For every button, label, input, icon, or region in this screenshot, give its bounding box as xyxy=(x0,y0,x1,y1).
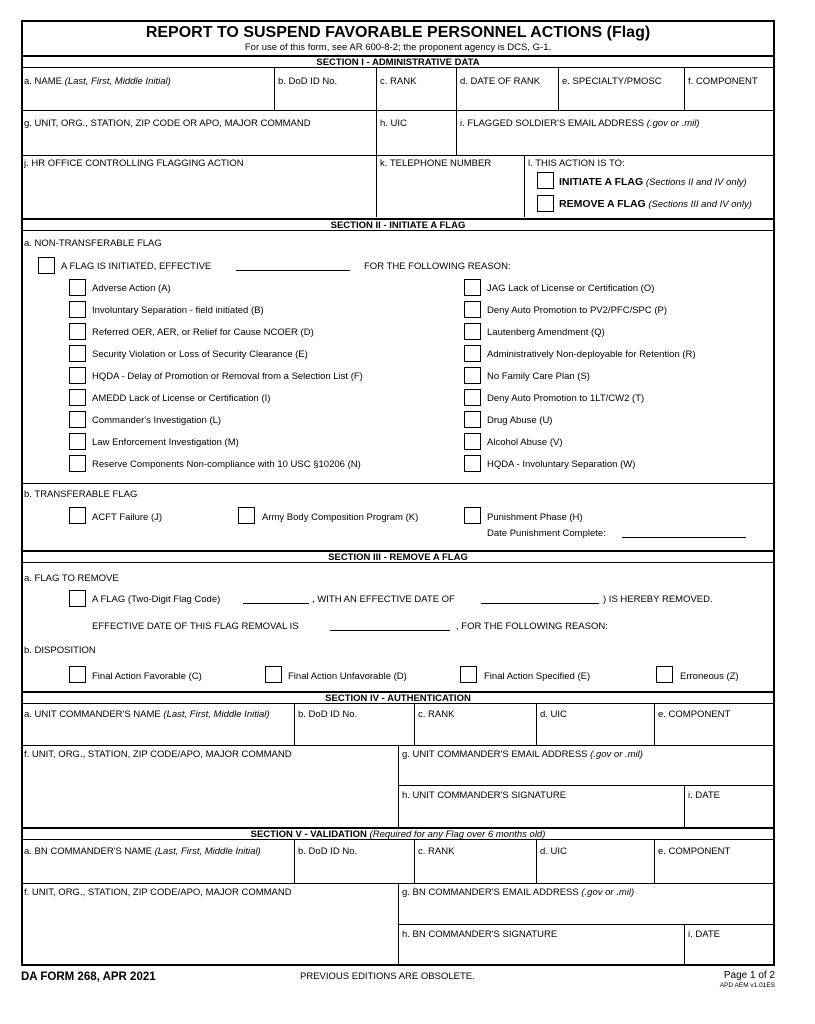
hr-office-label: j. HR OFFICE CONTROLLING FLAGGING ACTION xyxy=(24,158,244,169)
bn-date-field[interactable] xyxy=(685,942,773,964)
cdr-dod-label: b. DoD ID No. xyxy=(298,709,358,720)
reason-left-checkbox[interactable] xyxy=(69,389,86,406)
cdr-component-label: e. COMPONENT xyxy=(658,709,731,720)
flag-initiated-checkbox[interactable] xyxy=(38,257,55,274)
abcp-label: Army Body Composition Program (K) xyxy=(262,512,419,523)
reason-left-label: Involuntary Separation - field initiated (B) xyxy=(92,305,264,316)
reason-left-checkbox[interactable] xyxy=(69,367,86,384)
punishment-date-label: Date Punishment Complete: xyxy=(487,528,606,539)
cdr-date-field[interactable] xyxy=(685,803,773,825)
bn-dod-field[interactable] xyxy=(295,859,413,882)
reason-right-checkbox[interactable] xyxy=(464,411,481,428)
abcp-checkbox[interactable] xyxy=(238,507,255,524)
disposition-label: b. DISPOSITION xyxy=(24,645,96,656)
bn-component-field[interactable] xyxy=(655,859,773,882)
rank-label: c. RANK xyxy=(380,76,417,87)
cdr-uic-label: d. UIC xyxy=(540,709,567,720)
disp-erroneous-checkbox[interactable] xyxy=(656,666,673,683)
reason-left-label: Reserve Components Non-compliance with 10 USC §10206 (N) xyxy=(92,459,361,470)
bn-rank-field[interactable] xyxy=(415,859,535,882)
reason-right-label: HQDA - Involuntary Separation (W) xyxy=(487,459,636,470)
reason-right-label: Deny Auto Promotion to 1LT/CW2 (T) xyxy=(487,393,645,404)
reason-right-checkbox[interactable] xyxy=(464,345,481,362)
cdr-email-label: g. UNIT COMMANDER'S EMAIL ADDRESS (.gov or .mil) xyxy=(402,749,643,760)
reason-left-label: Adverse Action (A) xyxy=(92,283,171,294)
bn-uic-field[interactable] xyxy=(537,859,653,882)
cdr-unit-label: f. UNIT, ORG., STATION, ZIP CODE/APO, MAJOR COMMAND xyxy=(24,749,292,760)
telephone-label: k. TELEPHONE NUMBER xyxy=(380,158,492,169)
non-transferable-label: a. NON-TRANSFERABLE FLAG xyxy=(24,238,162,249)
reason-left-checkbox[interactable] xyxy=(69,301,86,318)
bn-dod-label: b. DoD ID No. xyxy=(298,846,358,857)
reason-right-checkbox[interactable] xyxy=(464,323,481,340)
action-is-to-label: l. THIS ACTION IS TO: xyxy=(528,158,625,169)
for-reason-label: FOR THE FOLLOWING REASON: xyxy=(364,261,511,272)
remove-flag-label: REMOVE A FLAG (Sections III and IV only) xyxy=(559,198,752,210)
disp-unfavorable-checkbox[interactable] xyxy=(265,666,282,683)
email-field[interactable] xyxy=(457,131,773,154)
flag-to-remove-label: a. FLAG TO REMOVE xyxy=(24,573,119,584)
dod-id-label: b. DoD ID No. xyxy=(278,76,338,87)
bn-component-label: e. COMPONENT xyxy=(658,846,731,857)
acft-label: ACFT Failure (J) xyxy=(92,512,163,523)
section-3-heading: SECTION III - REMOVE A FLAG xyxy=(328,552,468,563)
reason-left-checkbox[interactable] xyxy=(69,279,86,296)
initiate-flag-label: INITIATE A FLAG (Sections II and IV only) xyxy=(559,176,747,188)
bn-signature-label: h. BN COMMANDER'S SIGNATURE xyxy=(402,929,558,940)
reason-right-label: No Family Care Plan (S) xyxy=(487,371,590,382)
punishment-checkbox[interactable] xyxy=(464,507,481,524)
section-1-header xyxy=(21,55,775,68)
disp-specified-checkbox[interactable] xyxy=(460,666,477,683)
reason-left-label: Commander's Investigation (L) xyxy=(92,415,222,426)
reason-right-checkbox[interactable] xyxy=(464,279,481,296)
transferable-label: b. TRANSFERABLE FLAG xyxy=(24,489,138,500)
editions-note: PREVIOUS EDITIONS ARE OBSOLETE. xyxy=(300,971,475,982)
cdr-unit-field[interactable] xyxy=(22,762,397,825)
rank-field[interactable] xyxy=(377,89,455,109)
reason-right-label: Drug Abuse (U) xyxy=(487,415,553,426)
disp-favorable-label: Final Action Favorable (C) xyxy=(92,671,202,682)
acft-checkbox[interactable] xyxy=(69,507,86,524)
reason-right-label: Administratively Non-deployable for Retention (R) xyxy=(487,349,696,360)
section-5-heading-wrap xyxy=(21,829,775,841)
form-subtitle: For use of this form, see AR 600-8-2; the proponent agency is DCS, G-1. xyxy=(244,42,552,53)
section-4-heading: SECTION IV - AUTHENTICATION xyxy=(325,693,471,704)
cdr-component-field[interactable] xyxy=(655,722,773,744)
date-of-rank-field[interactable] xyxy=(457,89,557,109)
flag-initiated-label: A FLAG IS INITIATED, EFFECTIVE xyxy=(61,261,212,272)
dod-id-field[interactable] xyxy=(275,89,375,109)
section-2-heading: SECTION II - INITIATE A FLAG xyxy=(330,220,466,231)
cdr-email-field[interactable] xyxy=(399,762,773,784)
cdr-rank-label: c. RANK xyxy=(418,709,455,720)
reason-right-label: Deny Auto Promotion to PV2/PFC/SPC (P) xyxy=(487,305,668,316)
removal-date-line[interactable] xyxy=(330,630,450,631)
removal-date-label: EFFECTIVE DATE OF THIS FLAG REMOVAL IS xyxy=(92,621,299,632)
hr-office-field[interactable] xyxy=(22,171,375,215)
unit-label: g. UNIT, ORG., STATION, ZIP CODE OR APO, MAJOR COMMAND xyxy=(24,118,311,129)
disp-specified-label: Final Action Specified (E) xyxy=(484,671,591,682)
form-number: DA FORM 268, APR 2021 xyxy=(21,971,156,983)
remove-a-flag-checkbox[interactable] xyxy=(69,590,86,607)
component-label: f. COMPONENT xyxy=(688,76,758,87)
flag-code-line[interactable] xyxy=(243,603,309,604)
bn-unit-field[interactable] xyxy=(22,900,397,964)
cdr-dod-field[interactable] xyxy=(295,722,413,744)
bn-rank-label: c. RANK xyxy=(418,846,455,857)
cdr-date-label: i. DATE xyxy=(688,790,721,801)
punishment-date-line[interactable] xyxy=(622,537,746,538)
cdr-name-label: a. UNIT COMMANDER'S NAME (Last, First, Middle Initial) xyxy=(24,709,270,720)
section-5-hint: (Required for any Flag over 6 months old) xyxy=(369,829,546,840)
removal-reason-label: , FOR THE FOLLOWING REASON: xyxy=(456,621,608,632)
version-label: APD AEM v1.01ES xyxy=(719,982,775,989)
section-5-header xyxy=(21,827,775,840)
reason-left-checkbox[interactable] xyxy=(69,411,86,428)
section-3-header xyxy=(21,550,775,563)
reason-right-checkbox[interactable] xyxy=(464,455,481,472)
date-of-rank-label: d. DATE OF RANK xyxy=(460,76,541,87)
bn-uic-label: d. UIC xyxy=(540,846,567,857)
reason-right-label: Lautenberg Amendment (Q) xyxy=(487,327,605,338)
bn-email-field[interactable] xyxy=(399,900,773,923)
cdr-signature-label: h. UNIT COMMANDER'S SIGNATURE xyxy=(402,790,567,801)
specialty-label: e. SPECIALTY/PMOSC xyxy=(562,76,662,87)
reason-left-checkbox[interactable] xyxy=(69,323,86,340)
remove-flag-checkbox[interactable] xyxy=(537,195,554,212)
unit-field[interactable] xyxy=(22,131,375,154)
page-number: Page 1 of 2 xyxy=(723,970,775,981)
reason-left-label: Security Violation or Loss of Security Clearance (E) xyxy=(92,349,308,360)
reason-right-label: JAG Lack of License or Certification (O) xyxy=(487,283,655,294)
hereby-removed-label: ) IS HEREBY REMOVED. xyxy=(603,594,713,605)
reason-right-checkbox[interactable] xyxy=(464,433,481,450)
cdr-uic-field[interactable] xyxy=(537,722,653,744)
uic-label: h. UIC xyxy=(380,118,407,129)
cdr-signature-field[interactable] xyxy=(399,803,683,825)
reason-right-label: Alcohol Abuse (V) xyxy=(487,437,563,448)
bn-name-label: a. BN COMMANDER'S NAME (Last, First, Middle Initial) xyxy=(24,846,261,857)
section-1-heading: SECTION I - ADMINISTRATIVE DATA xyxy=(316,57,480,68)
bn-email-label: g. BN COMMANDER'S EMAIL ADDRESS (.gov or .mil) xyxy=(402,887,635,898)
section-5-heading: SECTION V - VALIDATION xyxy=(250,829,367,840)
cdr-name-field[interactable] xyxy=(22,722,293,744)
with-effective-date-label: , WITH AN EFFECTIVE DATE OF xyxy=(312,594,455,605)
reason-right-checkbox[interactable] xyxy=(464,301,481,318)
component-field[interactable] xyxy=(685,89,773,109)
cdr-rank-field[interactable] xyxy=(415,722,535,744)
effective-date-line[interactable] xyxy=(236,270,350,271)
telephone-field[interactable] xyxy=(377,171,523,215)
specialty-field[interactable] xyxy=(559,89,683,109)
initiate-flag-checkbox[interactable] xyxy=(537,172,554,189)
bn-name-field[interactable] xyxy=(22,859,293,882)
punishment-label: Punishment Phase (H) xyxy=(487,512,583,523)
reason-left-label: HQDA - Delay of Promotion or Removal from a Selection List (F) xyxy=(92,371,363,382)
reason-left-label: Law Enforcement Investigation (M) xyxy=(92,437,239,448)
reason-left-checkbox[interactable] xyxy=(69,455,86,472)
flag-code-label: A FLAG (Two-Digit Flag Code) xyxy=(92,594,221,605)
reason-right-checkbox[interactable] xyxy=(464,367,481,384)
disp-erroneous-label: Erroneous (Z) xyxy=(680,671,739,682)
email-label: i. FLAGGED SOLDIER'S EMAIL ADDRESS (.gov or .mil) xyxy=(460,118,700,129)
bn-date-label: i. DATE xyxy=(688,929,721,940)
section-2-header xyxy=(21,218,775,231)
reason-left-label: Referred OER, AER, or Relief for Cause NCOER (D) xyxy=(92,327,314,338)
name-label: a. NAME (Last, First, Middle Initial) xyxy=(24,76,171,87)
reason-left-label: AMEDD Lack of License or Certification (I) xyxy=(92,393,271,404)
section-4-header xyxy=(21,691,775,704)
reason-right-checkbox[interactable] xyxy=(464,389,481,406)
reason-left-checkbox[interactable] xyxy=(69,345,86,362)
form-title: REPORT TO SUSPEND FAVORABLE PERSONNEL ACTIONS (Flag) xyxy=(145,24,651,41)
name-field[interactable] xyxy=(22,89,273,109)
flag-effective-date-line[interactable] xyxy=(481,603,599,604)
uic-field[interactable] xyxy=(377,131,455,154)
disp-unfavorable-label: Final Action Unfavorable (D) xyxy=(288,671,407,682)
reason-left-checkbox[interactable] xyxy=(69,433,86,450)
bn-signature-field[interactable] xyxy=(399,942,683,964)
bn-unit-label: f. UNIT, ORG., STATION, ZIP CODE/APO, MAJOR COMMAND xyxy=(24,887,292,898)
disp-favorable-checkbox[interactable] xyxy=(69,666,86,683)
